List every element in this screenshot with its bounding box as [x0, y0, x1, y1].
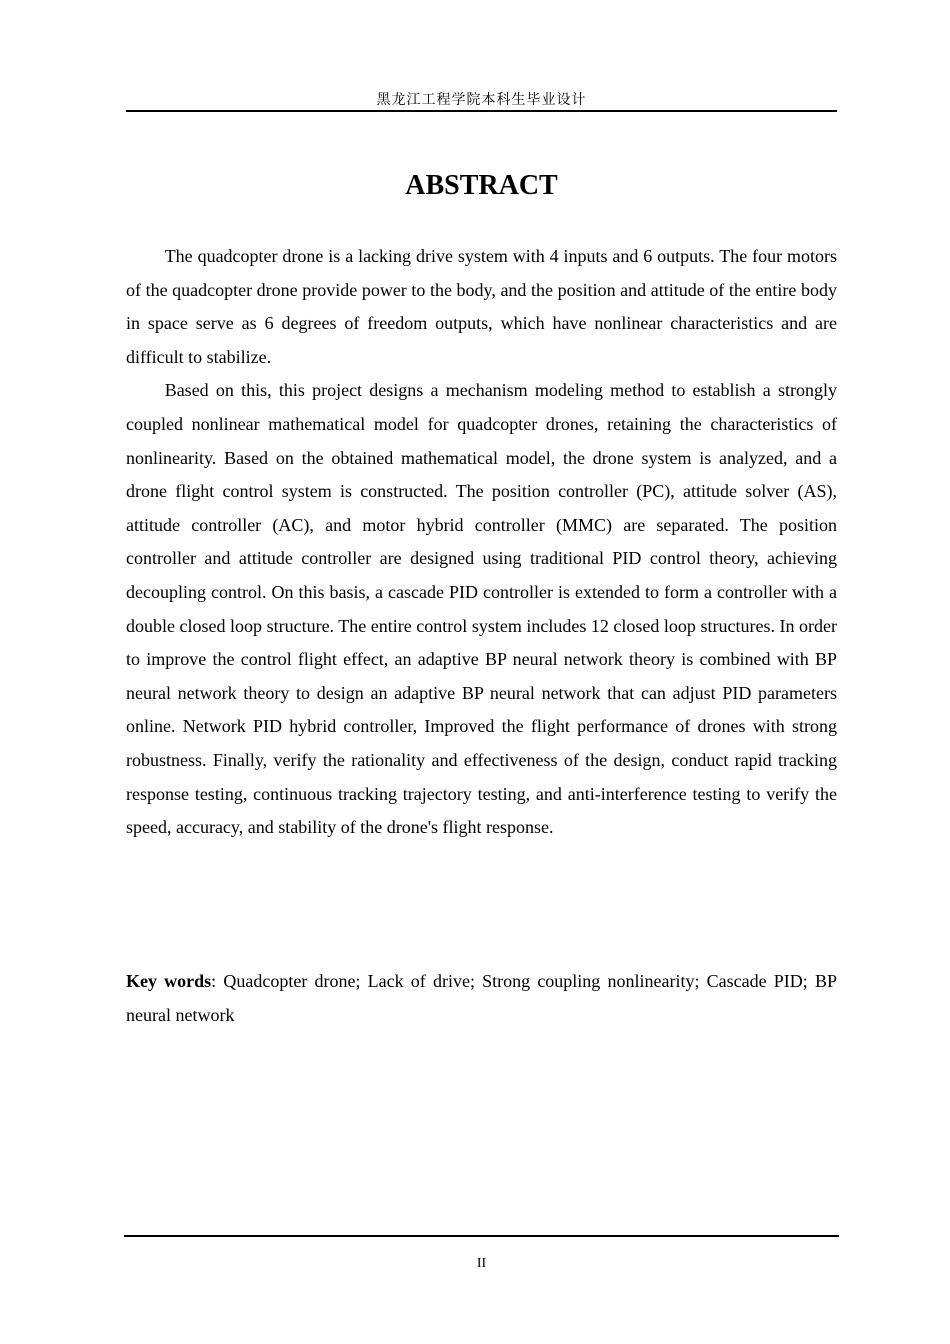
abstract-title: ABSTRACT — [405, 170, 558, 201]
abstract-paragraph-2: Based on this, this project designs a mechanism modeling method to establish a strongly coupled nonlinear mathematical model for quadcopter drones, retaining the characteristics of nonlinearity. Based on the obtained mathematical model, the drone system is analyzed, and a drone flight control system is constructed. The position controller (PC), attitude solver (AS), attitude controller (AC), and motor hybrid controller (MMC) are separated. The position controller and attitude controller are designed using traditional PID control theory, achieving decoupling control. On this basis, a cascade PID controller is extended to form a controller with a double closed loop structure. The entire control system includes 12 closed loop structures. In order to improve the control flight effect, an adaptive BP neural network theory is combined with BP neural network theory to design an adaptive BP neural network that can adjust PID parameters online. Network PID hybrid controller, Improved the flight performance of drones with strong robustness. Finally, verify the rationality and effectiveness of the design, conduct rapid tracking response testing, continuous tracking trajectory testing, and anti-interference testing to verify the speed, accuracy, and stability of the drone's flight response. — [126, 380, 837, 838]
keywords-separator: : — [211, 971, 224, 991]
keywords-line — [126, 965, 837, 1032]
keywords-label: Key words — [126, 971, 212, 991]
page-number: II — [476, 1256, 487, 1271]
abstract-paragraph-1: The quadcopter drone is a lacking drive system with 4 inputs and 6 outputs. The four motors of the quadcopter drone provide power to the body, and the position and attitude of the entire body in space serve as 6 degrees of freedom outputs, which have nonlinear characteristics and are difficult to stabilize. — [126, 246, 837, 367]
abstract-body — [126, 240, 837, 845]
header-divider — [126, 110, 837, 112]
running-header: 黑龙江工程学院本科生毕业设计 — [376, 92, 587, 108]
footer-divider — [124, 1235, 839, 1237]
keywords-text: Quadcopter drone; Lack of drive; Strong coupling nonlinearity; Cascade PID; BP neural network — [126, 971, 837, 1025]
